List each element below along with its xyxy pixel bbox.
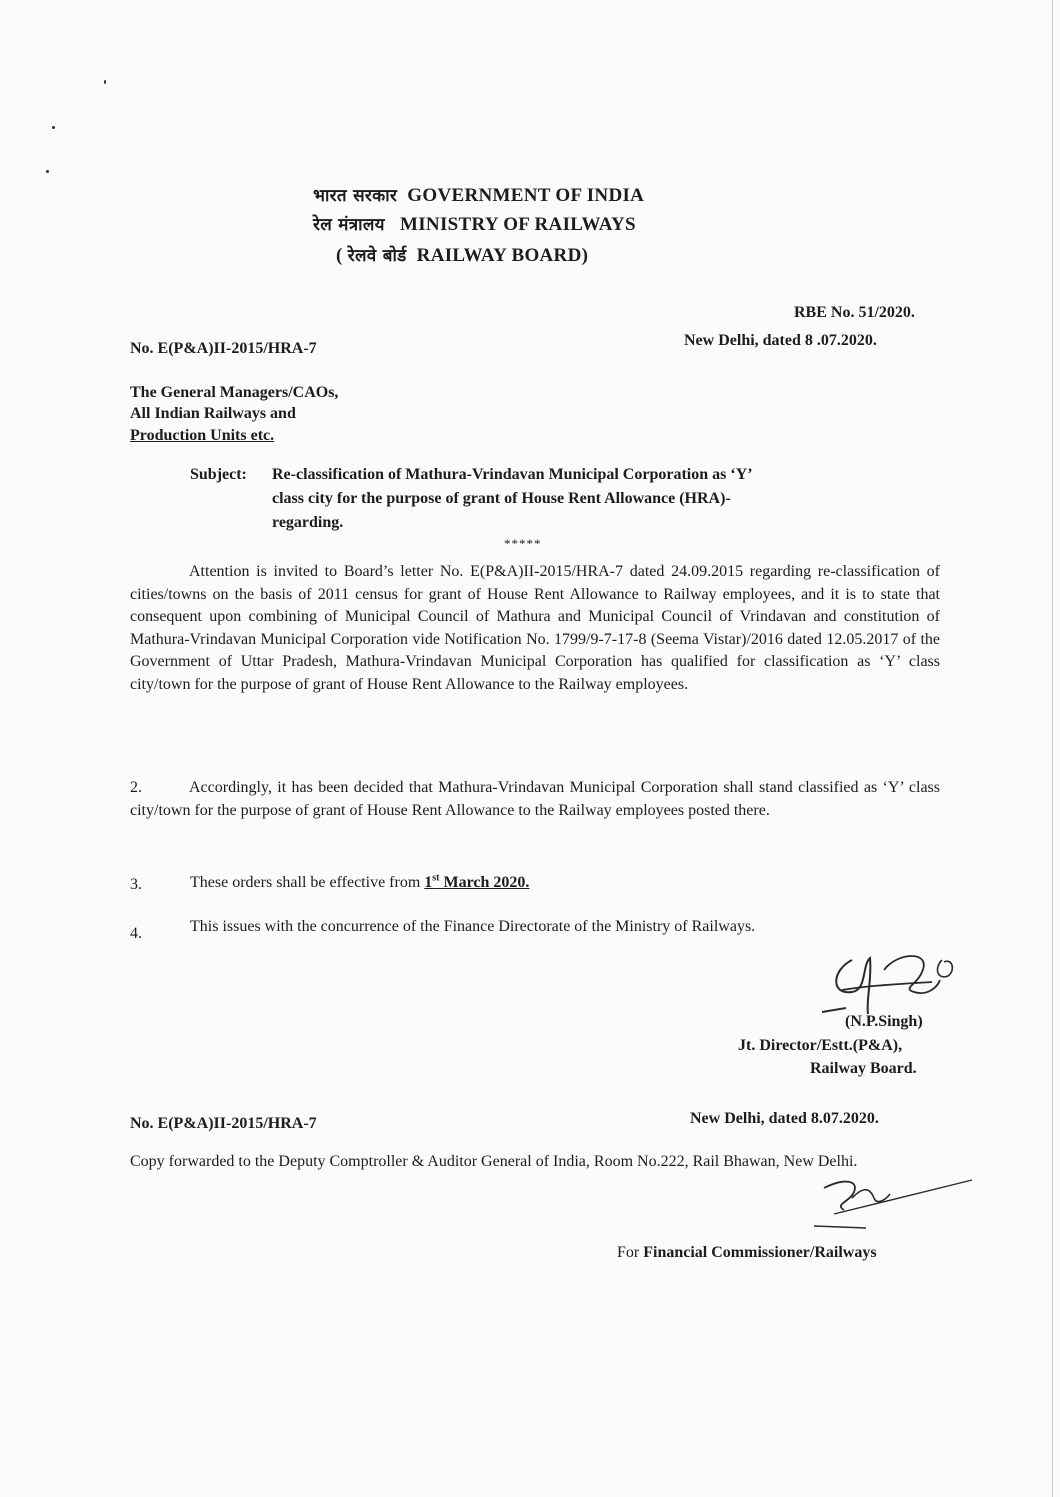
paragraph-3: These orders shall be effective from 1st March 2020. — [190, 872, 530, 891]
paragraph-2-number: 2. — [130, 779, 142, 796]
financial-commissioner-signoff: For Financial Commissioner/Railways — [617, 1244, 877, 1261]
paragraph-1: Attention is invited to Board’s letter No. E(P&A)II-2015/HRA-7 dated 24.09.2015 regarding re-classification of cities/towns on the basis of 2011 census for grant of House Rent Allowance to Railway employees, and it is to state that consequent upon combining of Municipal Council of Mathura and Municipal Council of Vrindavan and constitution of Mathura-Vrindavan Municipal Corporation vide Notification No. 1799/9-7-17-8 (Seema Vistar)/2016 dated 12.05.2017 of the Government of Uttar Pradesh, Mathura-Vrindavan Municipal Corporation has qualified for classification as ‘Y’ class city/town for the purpose of grant of House Rent Allowance to the Railway employees. — [130, 563, 940, 693]
paragraph-4: This issues with the concurrence of the Finance Directorate of the Ministry of Railways. — [190, 918, 756, 935]
addressee-line-1: The General Managers/CAOs, — [130, 384, 339, 401]
signature-np-singh — [822, 940, 962, 1020]
header-line-2: रेल मंत्रालय MINISTRY OF RAILWAYS — [313, 214, 636, 235]
subject-separator: ***** — [504, 536, 542, 551]
paragraph-2: Accordingly, it has been decided that Mathura-Vrindavan Municipal Corporation shall stand classified as ‘Y’ class city/town for the purpose of grant of House Rent Allowance to the Railway employees posted there. — [130, 779, 940, 819]
header-line-1: भारत सरकार GOVERNMENT OF INDIA — [313, 185, 645, 206]
scan-edge-line — [1052, 0, 1053, 1497]
rbe-number: RBE No. 51/2020. — [794, 304, 915, 321]
copy-date: New Delhi, dated 8.07.2020. — [690, 1110, 879, 1127]
subject-line-2: class city for the purpose of grant of House Rent Allowance (HRA)- — [272, 490, 731, 507]
copy-forwarding-text: Copy forwarded to the Deputy Comptroller & Auditor General of India, Room No.222, Rail Bhawan, New Delhi. — [130, 1153, 858, 1170]
scan-speck — [46, 170, 49, 173]
addressee-line-2: All Indian Railways and — [130, 405, 296, 422]
issue-date: New Delhi, dated 8 .07.2020. — [684, 332, 877, 349]
paragraph-4-number: 4. — [130, 925, 142, 942]
signatory-office: Railway Board. — [810, 1060, 917, 1077]
header-line-3: ( रेलवे बोर्ड RAILWAY BOARD) — [336, 245, 589, 266]
scan-speck — [52, 126, 55, 129]
file-number: No. E(P&A)II-2015/HRA-7 — [130, 340, 317, 357]
copy-file-number: No. E(P&A)II-2015/HRA-7 — [130, 1115, 317, 1132]
subject-label: Subject: — [190, 466, 247, 483]
signatory-name: (N.P.Singh) — [845, 1013, 923, 1030]
addressee-line-3: Production Units etc. — [130, 427, 275, 444]
subject-line-1: Re-classification of Mathura-Vrindavan Municipal Corporation as ‘Y’ — [272, 466, 753, 483]
scan-speck — [104, 80, 106, 84]
paragraph-3-number: 3. — [130, 876, 142, 893]
signatory-designation: Jt. Director/Estt.(P&A), — [738, 1037, 903, 1054]
subject-line-3: regarding. — [272, 514, 344, 531]
signature-financial-commissioner — [814, 1168, 974, 1238]
